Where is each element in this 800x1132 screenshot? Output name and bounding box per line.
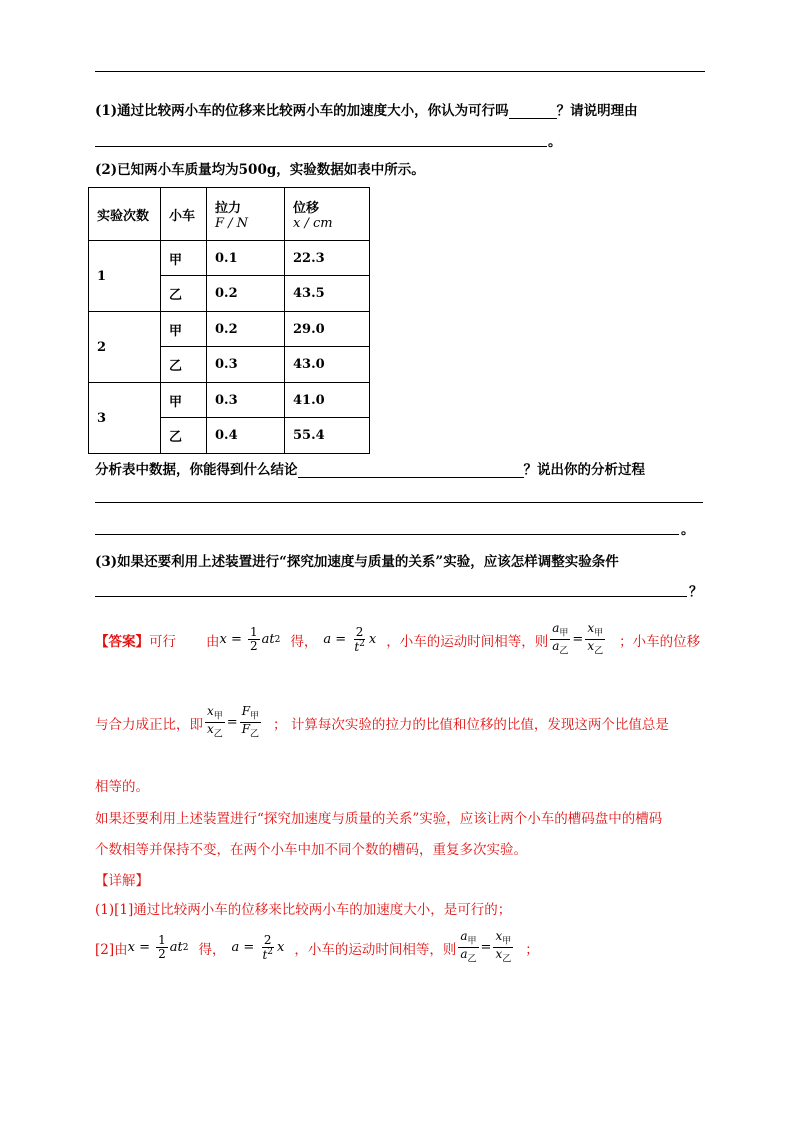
top-rule xyxy=(95,71,705,72)
period: 。 xyxy=(548,134,562,150)
header-displacement: 位移 x / cm xyxy=(285,188,370,241)
table-row: 乙 0.3 43.0 xyxy=(89,347,370,383)
question-1: (1)通过比较两小车的位移来比较两小车的加速度大小，你认为可行吗 ？请说明理由 xyxy=(95,103,638,119)
formula-x-half-at2: x = $\frac{1}{2}$ at 2 xyxy=(127,933,189,962)
header-car: 小车 xyxy=(161,188,207,241)
question-mark: ？ xyxy=(689,584,703,600)
answer-line-1: 【答案】 可行 由 x = $\frac{1}{2}$ at 2 得， a = $\frac{2}{t^2}$ x ，小车的运动时间相等，则 $\frac{a_甲}{a_乙}$ = $\frac{x_甲}{x_乙}$ ；小车的位移 xyxy=(95,621,701,657)
answer-line xyxy=(95,146,547,147)
answer-line-2: 与合力成正比，即 $\frac{x_甲}{x_乙}$ = $\frac{F_甲}{F_乙}$ ； 计算每次实验的拉力的比值和位移的比值，发现这两个比值总是 xyxy=(95,704,669,740)
formula-ratio-x-f: $\frac{x_甲}{x_乙}$ = $\frac{F_甲}{F_乙}$ xyxy=(207,704,260,740)
formula-ratio-a-x: $\frac{a_甲}{a_乙}$ = $\frac{x_甲}{x_乙}$ xyxy=(460,929,512,965)
formula-ratio-a-x: $\frac{a_甲}{a_乙}$ = $\frac{x_甲}{x_乙}$ xyxy=(552,621,604,657)
question-2: (2)已知两小车质量均为500g，实验数据如表中所示。 xyxy=(95,162,425,178)
answer-label: 【答案】 xyxy=(95,633,149,650)
detail-line-1: (1)[1]通过比较两小车的位移来比较两小车的加速度大小，是可行的； xyxy=(95,902,512,918)
detail-line-2: [2]由 x = $\frac{1}{2}$ at 2 得， a = $\frac{2}{t^2}$ x ，小车的运动时间相等，则 $\frac{a_甲}{a_乙}$ = $\frac{x_甲}{x_乙}$ ； xyxy=(95,929,539,965)
analysis-question: 分析表中数据，你能得到什么结论 ？说出你的分析过程 xyxy=(95,462,645,478)
table-row: 乙 0.2 43.5 xyxy=(89,276,370,312)
answer-line-3: 相等的。 xyxy=(95,779,149,795)
answer-blank xyxy=(509,103,557,119)
table-row: 3 甲 0.3 41.0 xyxy=(89,383,370,418)
formula-x-half-at2: x = $\frac{1}{2}$ at 2 xyxy=(219,625,281,654)
period: 。 xyxy=(681,522,695,538)
answer-line xyxy=(95,596,687,597)
answer-line xyxy=(95,534,679,535)
conclusion-blank xyxy=(298,462,524,478)
table-row: 乙 0.4 55.4 xyxy=(89,418,370,454)
displacement-unit: x / cm xyxy=(293,216,333,231)
table-row: 1 甲 0.1 22.3 xyxy=(89,241,370,276)
force-unit: F / N xyxy=(215,216,249,231)
data-table xyxy=(88,187,370,454)
answer-line xyxy=(95,502,703,503)
question-3: (3)如果还要利用上述装置进行“探究加速度与质量的关系”实验，应该怎样调整实验条件 xyxy=(95,554,619,570)
answer-para2-line2: 个数相等并保持不变，在两个小车中加不同个数的槽码，重复多次实验。 xyxy=(95,842,527,858)
formula-a-2x-t2: a = $\frac{2}{t^2}$ x xyxy=(323,624,377,654)
formula-a-2x-t2: a = $\frac{2}{t^2}$ x xyxy=(231,932,285,962)
header-force: 拉力 F / N xyxy=(207,188,285,241)
detail-label: 【详解】 xyxy=(95,873,149,889)
table-row: 2 甲 0.2 29.0 xyxy=(89,312,370,347)
header-trial: 实验次数 xyxy=(89,188,161,241)
answer-para2-line1: 如果还要利用上述装置进行“探究加速度与质量的关系”实验，应该让两个小车的槽码盘中的槽码 xyxy=(95,811,663,827)
